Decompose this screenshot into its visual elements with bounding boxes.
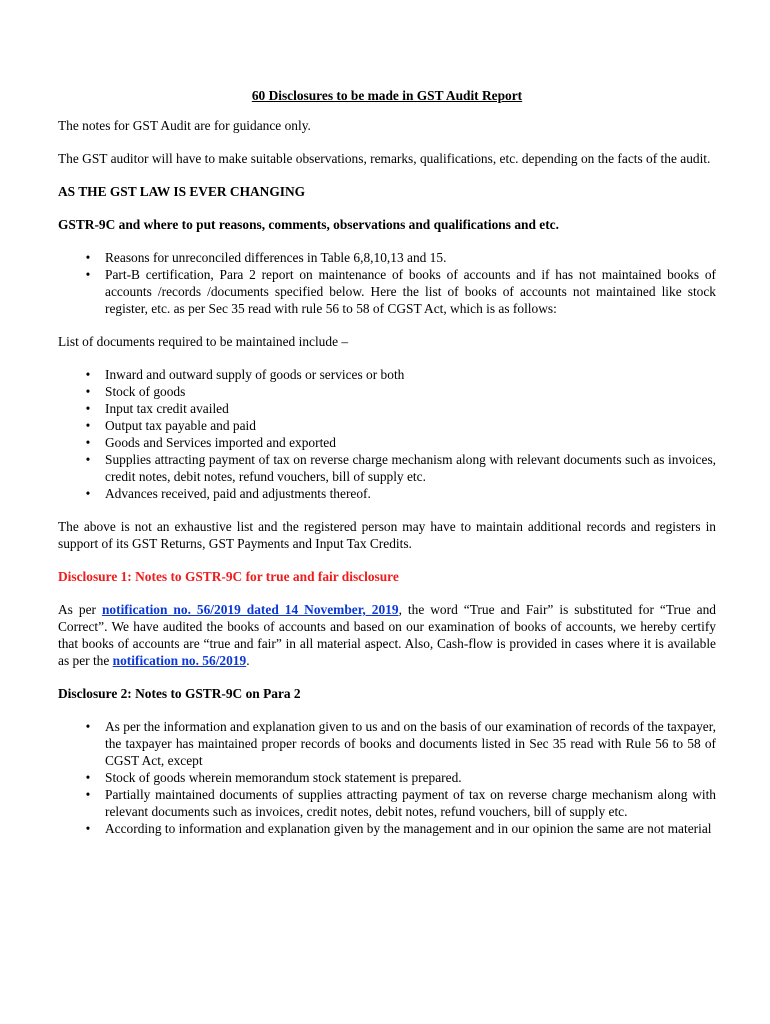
law-heading: AS THE GST LAW IS EVER CHANGING — [58, 184, 306, 199]
gstr-list — [58, 249, 716, 317]
intro-paragraph-2: The GST auditor will have to make suitable observations, remarks, qualifications, etc. depending on the facts of the audit. — [58, 151, 711, 166]
bullet-icon: • — [85, 719, 91, 734]
bullet-icon: • — [85, 267, 91, 282]
disclosure-2-heading: Disclosure 2: Notes to GSTR-9C on Para 2 — [58, 686, 301, 701]
documents-intro: List of documents required to be maintained include – — [58, 334, 349, 349]
list-item: • Supplies attracting payment of tax on reverse charge mechanism along with relevant documents such as invoices, credit notes, debit notes, refund vouchers, bill of supply etc. — [105, 451, 716, 485]
bullet-icon: • — [85, 367, 91, 382]
list-item: • As per the information and explanation given to us and on the basis of our examination of records of the taxpayer, the taxpayer has maintained proper records of books and documents listed in Sec 35 read with Rule 56 to 58 of CGST Act, except — [105, 718, 716, 769]
bullet-icon: • — [85, 418, 91, 433]
bullet-icon: • — [85, 787, 91, 802]
gstr-heading: GSTR-9C and where to put reasons, comments, observations and qualifications and etc. — [58, 217, 559, 232]
list-item: • Input tax credit availed — [105, 400, 716, 417]
list-item: • Advances received, paid and adjustments thereof. — [105, 485, 716, 502]
bullet-icon: • — [85, 401, 91, 416]
disclosure-2-list — [58, 718, 716, 837]
not-exhaustive-note: The above is not an exhaustive list and the registered person may have to maintain additional records and registers in support of its GST Returns, GST Payments and Input Tax Credits. — [58, 519, 716, 551]
list-item: • Partially maintained documents of supplies attracting payment of tax on reverse charge mechanism along with relevant documents such as invoices, credit notes, debit notes, refund vouchers, bill of supply etc. — [105, 786, 716, 820]
notification-short-link[interactable]: notification no. 56/2019 — [112, 653, 247, 668]
bullet-icon: • — [85, 452, 91, 467]
intro-paragraph-1: The notes for GST Audit are for guidance only. — [58, 118, 311, 133]
bullet-icon: • — [85, 384, 91, 399]
list-item: • Inward and outward supply of goods or services or both — [105, 366, 716, 383]
bullet-icon: • — [85, 770, 91, 785]
disclosure-1-heading: Disclosure 1: Notes to GSTR-9C for true and fair disclosure — [58, 569, 399, 584]
list-item: • Stock of goods — [105, 383, 716, 400]
notification-link[interactable]: notification no. 56/2019 dated 14 November, 2019 — [101, 602, 399, 617]
documents-list — [58, 366, 716, 502]
list-item: • Part-B certification, Para 2 report on maintenance of books of accounts and if has not maintained books of accounts /records /documents specified below. Here the list of books of accounts not maintained like stock register, etc. as per Sec 35 read with rule 56 to 58 of CGST Act, which is as follows: — [105, 266, 716, 317]
document-body — [58, 87, 716, 853]
list-item: • Goods and Services imported and exported — [105, 434, 716, 451]
list-item: • Stock of goods wherein memorandum stock statement is prepared. — [105, 769, 716, 786]
list-item: • According to information and explanation given by the management and in our opinion the same are not material — [105, 820, 716, 837]
bullet-icon: • — [85, 821, 91, 836]
list-item: • Reasons for unreconciled differences in Table 6,8,10,13 and 15. — [105, 249, 716, 266]
page-title: 60 Disclosures to be made in GST Audit Report — [251, 88, 523, 103]
bullet-icon: • — [85, 486, 91, 501]
list-item: • Output tax payable and paid — [105, 417, 716, 434]
bullet-icon: • — [85, 250, 91, 265]
disclosure-1-text: As per notification no. 56/2019 dated 14 November, 2019, the word “True and Fair” is substituted for “True and Correct”. We have audited the books of accounts and based on our examination of books of accounts, we hereby certify that books of accounts are “true and fair” in all material aspect. Also, Cash-flow is provided in cases where it is available as per the notification no. 56/2019. — [58, 602, 716, 668]
bullet-icon: • — [85, 435, 91, 450]
